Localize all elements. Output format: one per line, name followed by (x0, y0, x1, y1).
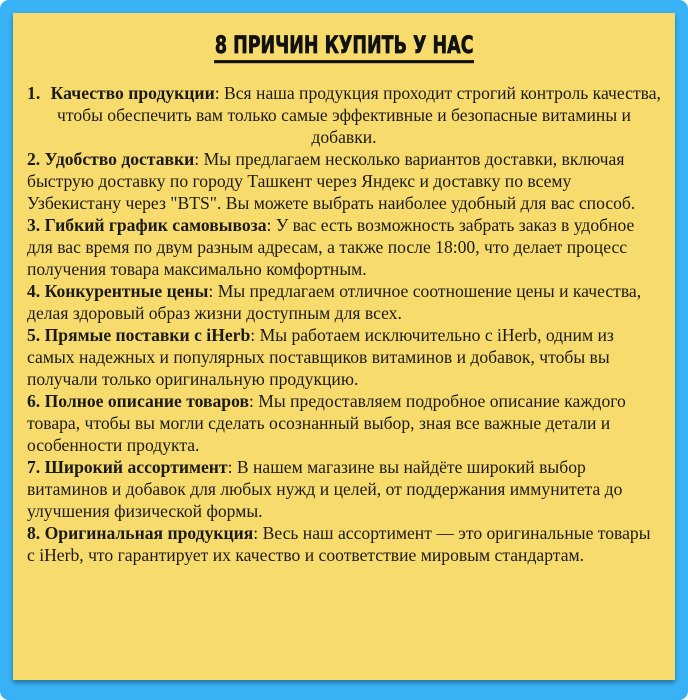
reason-item-5 (27, 324, 661, 390)
reason-heading: Конкурентные цены (44, 281, 209, 301)
reason-text: Мы работаем исключительно с iHerb, одним из самых надежных и популярных поставщиков витаминов и добавок, чтобы вы получали только оригинальную продукцию. (27, 325, 614, 389)
reasons-list (27, 82, 661, 566)
reason-colon: : (208, 281, 214, 301)
reason-item-8 (27, 522, 661, 566)
reason-number: 6. (27, 391, 41, 411)
reason-heading: Качество продукции (50, 83, 215, 103)
reason-colon: : (253, 523, 259, 543)
title-row (27, 32, 661, 66)
reason-colon: : (248, 391, 254, 411)
promo-card (13, 13, 675, 680)
reason-heading: Полное описание товаров (44, 391, 249, 411)
reason-text: В нашем магазине вы найдёте широкий выбор витаминов и добавок для любых нужд и целей, от поддержания иммунитета до улучшения физической формы. (27, 457, 623, 521)
reason-text: Мы предлагаем несколько вариантов доставки, включая быструю доставку по городу Ташкент через Яндекс и доставку по всему Узбекистану через "BTS". Вы можете выбрать наиболее удобный для вас способ. (27, 149, 636, 213)
reason-number: 3. (27, 215, 41, 235)
reason-item-1 (27, 82, 661, 148)
reason-item-6 (27, 390, 661, 456)
reason-item-3 (27, 214, 661, 280)
reason-item-2 (27, 148, 661, 214)
reason-item-4 (27, 280, 661, 324)
reason-heading: Прямые поставки с iHerb (44, 325, 251, 345)
reason-number: 1. (27, 83, 41, 103)
reason-text: Весь наш ассортимент — это оригинальные товары с iHerb, что гарантирует их качество и соответствие мировым стандартам. (27, 523, 651, 565)
reason-number: 5. (27, 325, 41, 345)
reason-colon: : (194, 149, 200, 169)
reason-number: 4. (27, 281, 41, 301)
reason-heading: Удобство доставки (44, 149, 195, 169)
reason-number: 2. (27, 149, 41, 169)
reason-number: 8. (27, 523, 41, 543)
reason-text: Мы предлагаем отличное соотношение цены и качества, делая здоровый образ жизни доступным для всех. (27, 281, 642, 323)
reason-item-7 (27, 456, 661, 522)
page-title: 8 ПРИЧИН КУПИТЬ У НАС (214, 32, 474, 63)
reason-text: Мы предоставляем подробное описание каждого товара, чтобы вы могли сделать осознанный выбор, зная все важные детали и особенности продукта. (27, 391, 626, 455)
reason-number: 7. (27, 457, 41, 477)
reason-heading: Оригинальная продукция (44, 523, 254, 543)
reason-colon: : (250, 325, 256, 345)
reason-colon: : (227, 457, 233, 477)
reason-heading: Гибкий график самовывоза (44, 215, 267, 235)
reason-text: Вся наша продукция проходит строгий контроль качества, чтобы обеспечить вам только самые эффективные и безопасные витамины и добавки. (57, 83, 661, 147)
reason-colon: : (266, 215, 272, 235)
reason-colon: : (214, 83, 220, 103)
reason-heading: Широкий ассортимент (44, 457, 228, 477)
reason-text: У вас есть возможность забрать заказ в удобное для вас время по двум разным адресам, а также после 18:00, что делает процесс получения товара максимально комфортным. (27, 215, 635, 279)
